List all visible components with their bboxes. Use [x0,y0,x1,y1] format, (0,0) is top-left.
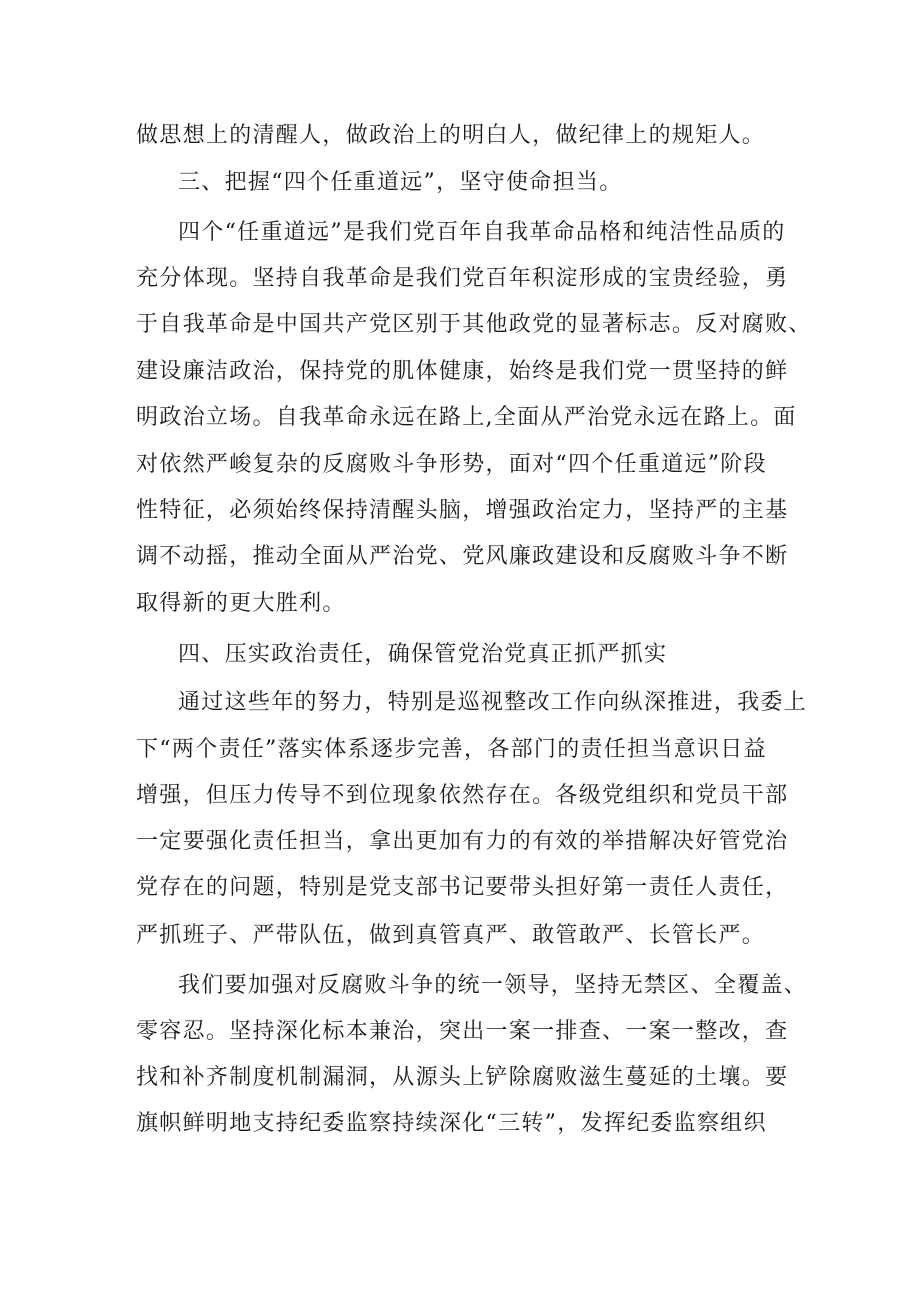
paragraph-line: 于自我革命是中国共产党区别于其他政党的显著标志。反对腐败、 [136,312,812,337]
paragraph-line: 充分体现。坚持自我革命是我们党百年积淀形成的宝贵经验，勇 [136,266,789,291]
paragraph-line: 通过这些年的努力，特别是巡视整改工作向纵深推进，我委上 [178,690,808,715]
paragraph-line: 取得新的更大胜利。 [136,591,346,616]
text-line: 做思想上的清醒人，做政治上的明白人，做纪律上的规矩人。 [136,123,766,148]
paragraph-line: 严抓班子、严带队伍，做到真管真严、敢管敢严、长管长严。 [136,923,766,948]
paragraph-line: 明政治立场。自我革命永远在路上,全面从严治党永远在路上。面 [136,405,797,430]
section-heading-3: 三、把握“四个任重道远”，坚守使命担当。 [178,170,623,195]
paragraph-line: 党存在的问题，特别是党支部书记要带头担好第一责任人责任， [136,875,789,900]
paragraph-line: 四个“任重道远”是我们党百年自我革命品格和纯洁性品质的 [178,220,786,245]
paragraph-line: 我们要加强对反腐败斗争的统一领导，坚持无禁区、全覆盖、 [178,973,808,998]
paragraph-line: 找和补齐制度机制漏洞，从源头上铲除腐败滋生蔓延的土壤。要 [136,1065,789,1090]
paragraph-line: 建设廉洁政治，保持党的肌体健康，始终是我们党一贯坚持的鲜 [136,359,789,384]
paragraph-line: 一定要强化责任担当，拿出更加有力的有效的举措解决好管党治 [136,829,789,854]
paragraph-line: 下“两个责任”落实体系逐步完善，各部门的责任担当意识日益 [136,737,767,762]
section-heading-4: 四、压实政治责任，确保管党治党真正抓严抓实 [178,642,668,667]
paragraph-line: 增强，但压力传导不到位现象依然存在。各级党组织和党员干部 [136,783,789,808]
paragraph-line: 旗帜鲜明地支持纪委监察持续深化“三转”，发挥纪委监察组织 [136,1111,767,1136]
paragraph-line: 对依然严峻复杂的反腐败斗争形势，面对“四个任重道远”阶段 [136,452,767,477]
paragraph-line: 调不动摇，推动全面从严治党、党风廉政建设和反腐败斗争不断 [136,544,789,569]
paragraph-line: 性特征，必须始终保持清醒头脑，增强政治定力，坚持严的主基 [136,498,789,523]
paragraph-line: 零容忍。坚持深化标本兼治，突出一案一排查、一案一整改，查 [136,1019,789,1044]
